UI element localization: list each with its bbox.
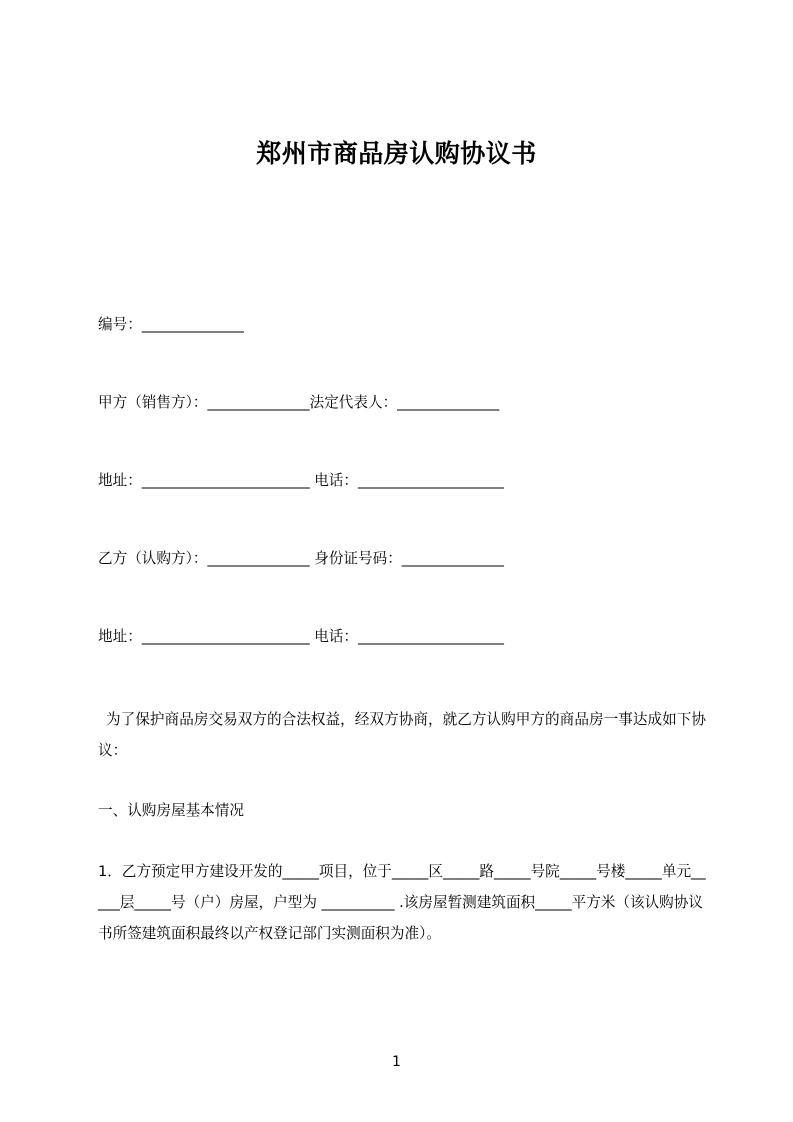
spacer bbox=[98, 766, 706, 796]
preamble-paragraph: 为了保护商品房交易双方的合法权益，经双方协商，就乙方认购甲方的商品房一事达成如下协议： bbox=[98, 711, 706, 759]
page-title: 郑州市商品房认购协议书 bbox=[256, 139, 537, 168]
clause-1-paragraph: 1．乙方预定甲方建设开发的_____项目，位于_____区_____路_____号院_____号楼_____单元_____层_____号（户）房屋，户型为 __________ .该房屋暂测建筑面积_____平方米（该认购协议书所签建筑面积最终以产权登记部门实测面积为准）。 bbox=[98, 863, 706, 942]
spacer bbox=[98, 652, 706, 704]
spacer bbox=[98, 418, 706, 466]
section-heading-one: 一、认购房屋基本情况 bbox=[98, 802, 244, 819]
spacer bbox=[98, 496, 706, 544]
spacer bbox=[98, 340, 706, 388]
document-body bbox=[98, 310, 706, 949]
party-b-contact-field: 地址：_______________________ 电话：____________________ bbox=[98, 628, 504, 645]
serial-number-field: 编号：______________ bbox=[98, 316, 244, 333]
party-a-contact-field: 地址：_______________________ 电话：____________________ bbox=[98, 472, 504, 489]
party-b-field: 乙方（认购方）：______________ 身份证号码：______________ bbox=[98, 550, 504, 567]
spacer bbox=[98, 574, 706, 622]
party-a-field: 甲方（销售方）：______________法定代表人：______________ bbox=[98, 394, 500, 411]
page-number: 1 bbox=[392, 1054, 401, 1070]
spacer bbox=[98, 826, 706, 856]
